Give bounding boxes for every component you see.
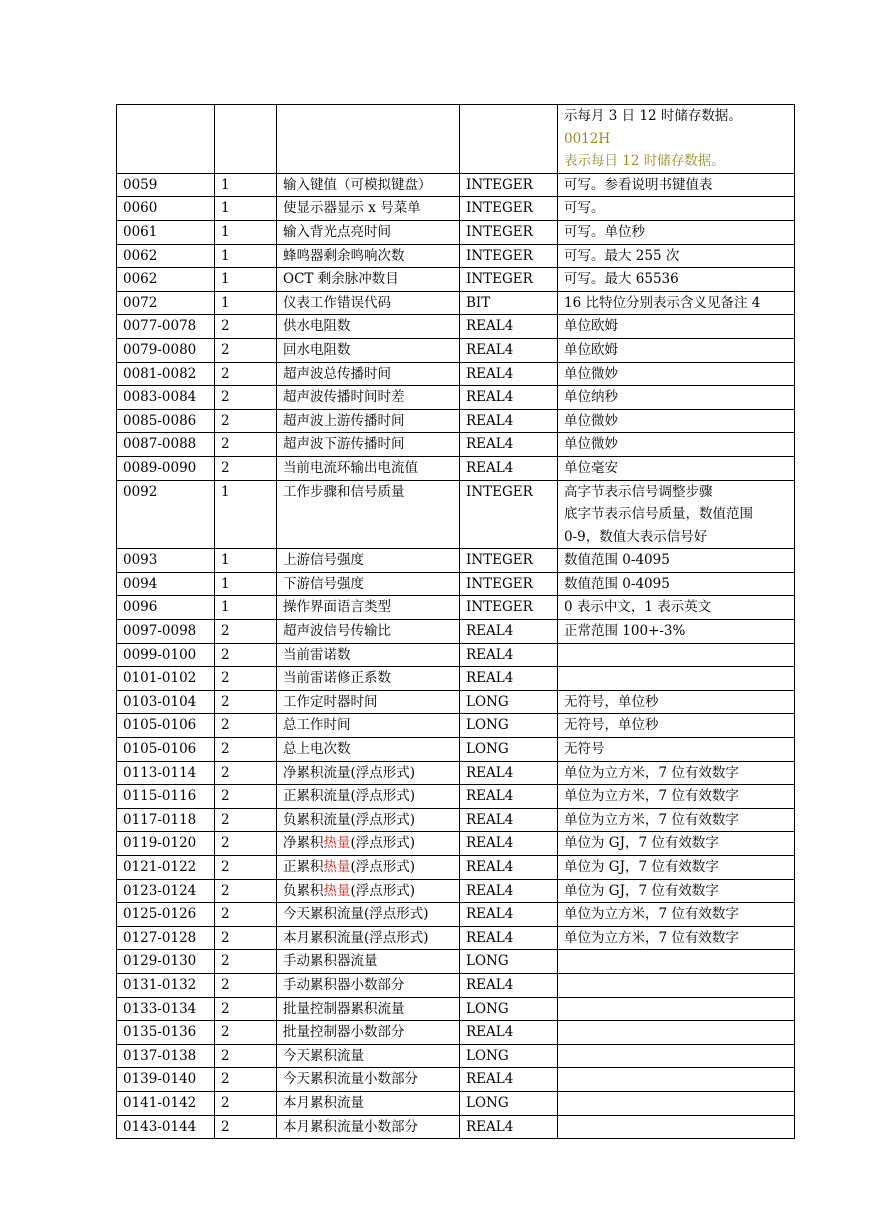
address-cell: 0062 <box>117 244 215 268</box>
count-cell: 2 <box>215 456 277 480</box>
address-cell: 0115-0116 <box>117 785 215 809</box>
description-cell: 单位为 GJ，7 位有效数字 <box>558 879 795 903</box>
name-cell: 批量控制器累积流量 <box>277 997 460 1021</box>
name-cell: 今天累积流量 <box>277 1044 460 1068</box>
address-cell: 0097-0098 <box>117 620 215 644</box>
address-cell: 0085-0086 <box>117 409 215 433</box>
count-cell: 2 <box>215 690 277 714</box>
description-cell <box>558 1115 795 1139</box>
description-cell: 可写。参看说明书键值表 <box>558 173 795 197</box>
type-cell: REAL4 <box>460 338 558 362</box>
description-cell: 单位微妙 <box>558 362 795 386</box>
table-row <box>117 714 795 738</box>
table-row <box>117 1044 795 1068</box>
table-row <box>117 808 795 832</box>
name-cell <box>277 856 460 880</box>
count-cell: 1 <box>215 244 277 268</box>
table-row <box>117 620 795 644</box>
type-cell: INTEGER <box>460 572 558 596</box>
description-text: 示每月 3 日 12 时储存数据。 <box>564 108 742 124</box>
address-cell: 0081-0082 <box>117 362 215 386</box>
name-text: (浮点形式) <box>350 882 416 899</box>
address-cell: 0094 <box>117 572 215 596</box>
description-cell <box>558 1068 795 1092</box>
description-cell <box>558 1044 795 1068</box>
count-cell: 1 <box>215 480 277 549</box>
description-cell <box>558 950 795 974</box>
type-cell: REAL4 <box>460 362 558 386</box>
table-row <box>117 1021 795 1045</box>
address-cell: 0133-0134 <box>117 997 215 1021</box>
description-cell: 单位微妙 <box>558 409 795 433</box>
name-cell: 本月累积流量 <box>277 1091 460 1115</box>
count-cell: 2 <box>215 879 277 903</box>
name-highlight: 热量 <box>323 859 351 875</box>
count-cell: 2 <box>215 950 277 974</box>
name-cell: 操作界面语言类型 <box>277 596 460 620</box>
description-cell: 无符号 <box>558 738 795 762</box>
name-highlight: 热量 <box>323 882 351 899</box>
table-row <box>117 456 795 480</box>
description-cell: 单位为 GJ，7 位有效数字 <box>558 856 795 880</box>
type-cell: LONG <box>460 1091 558 1115</box>
description-cell <box>558 480 795 549</box>
count-cell: 2 <box>215 714 277 738</box>
table-row <box>117 480 795 549</box>
description-cell: 单位为 GJ，7 位有效数字 <box>558 832 795 856</box>
name-text: 正累积 <box>283 859 324 875</box>
name-cell: 本月累积流量小数部分 <box>277 1115 460 1139</box>
type-cell: REAL4 <box>460 903 558 927</box>
table-row <box>117 173 795 197</box>
description-cell <box>558 1091 795 1115</box>
count-cell: 2 <box>215 903 277 927</box>
name-cell: 供水电阻数 <box>277 315 460 339</box>
table-row <box>117 220 795 244</box>
table-row <box>117 596 795 620</box>
name-cell: 当前雷诺修正系数 <box>277 667 460 691</box>
table-row <box>117 338 795 362</box>
description-cell: 数值范围 0-4095 <box>558 572 795 596</box>
address-cell: 0077-0078 <box>117 315 215 339</box>
address-cell: 0083-0084 <box>117 386 215 410</box>
name-cell: 输入键值（可模拟键盘） <box>277 173 460 197</box>
description-cell: 16 比特位分别表示含义见备注 4 <box>558 291 795 315</box>
count-cell: 1 <box>215 268 277 292</box>
address-cell: 0135-0136 <box>117 1021 215 1045</box>
table-row <box>117 197 795 221</box>
name-cell: 回水电阻数 <box>277 338 460 362</box>
count-cell: 1 <box>215 173 277 197</box>
type-cell: REAL4 <box>460 667 558 691</box>
description-cell: 单位毫安 <box>558 456 795 480</box>
count-cell: 2 <box>215 409 277 433</box>
table-row <box>117 973 795 997</box>
table-row-continuation <box>117 105 795 174</box>
description-cell: 0 表示中文，1 表示英文 <box>558 596 795 620</box>
count-cell: 2 <box>215 1068 277 1092</box>
description-cell: 数值范围 0-4095 <box>558 549 795 573</box>
address-cell: 0123-0124 <box>117 879 215 903</box>
address-cell: 0087-0088 <box>117 433 215 457</box>
type-cell: LONG <box>460 950 558 974</box>
table-row <box>117 549 795 573</box>
description-highlight: 0012H <box>564 130 611 147</box>
type-cell: REAL4 <box>460 926 558 950</box>
count-cell: 1 <box>215 549 277 573</box>
name-cell: 蜂鸣器剩余鸣响次数 <box>277 244 460 268</box>
count-cell: 2 <box>215 433 277 457</box>
type-cell: INTEGER <box>460 268 558 292</box>
table-row <box>117 643 795 667</box>
address-cell: 0141-0142 <box>117 1091 215 1115</box>
name-cell: 工作步骤和信号质量 <box>277 480 460 549</box>
type-cell: REAL4 <box>460 456 558 480</box>
description-cell: 单位欧姆 <box>558 315 795 339</box>
description-cell: 单位为立方米，7 位有效数字 <box>558 785 795 809</box>
count-cell: 2 <box>215 832 277 856</box>
count-cell: 2 <box>215 785 277 809</box>
type-cell: LONG <box>460 997 558 1021</box>
description-line: 高字节表示信号调整步骤 <box>564 483 713 500</box>
name-cell: 今天累积流量小数部分 <box>277 1068 460 1092</box>
address-cell: 0137-0138 <box>117 1044 215 1068</box>
address-cell: 0062 <box>117 268 215 292</box>
type-cell: INTEGER <box>460 596 558 620</box>
address-cell: 0089-0090 <box>117 456 215 480</box>
table-row <box>117 997 795 1021</box>
address-cell: 0119-0120 <box>117 832 215 856</box>
type-cell: REAL4 <box>460 1115 558 1139</box>
description-cell: 无符号，单位秒 <box>558 690 795 714</box>
count-cell: 1 <box>215 220 277 244</box>
name-cell: 总工作时间 <box>277 714 460 738</box>
name-cell: 手动累积器小数部分 <box>277 973 460 997</box>
type-cell: REAL4 <box>460 643 558 667</box>
count-cell: 2 <box>215 1044 277 1068</box>
description-cell: 无符号，单位秒 <box>558 714 795 738</box>
type-cell: REAL4 <box>460 1068 558 1092</box>
description-highlight-line: 表示每日 12 时储存数据。 <box>564 153 725 170</box>
address-cell: 0113-0114 <box>117 761 215 785</box>
address-cell: 0060 <box>117 197 215 221</box>
description-cell: 单位欧姆 <box>558 338 795 362</box>
type-cell: LONG <box>460 1044 558 1068</box>
type-cell: REAL4 <box>460 856 558 880</box>
count-cell: 2 <box>215 1091 277 1115</box>
count-cell: 2 <box>215 362 277 386</box>
name-cell <box>277 832 460 856</box>
type-cell: INTEGER <box>460 244 558 268</box>
name-text: (浮点形式) <box>350 835 416 852</box>
count-cell: 1 <box>215 291 277 315</box>
name-text: 净累积 <box>283 835 324 852</box>
description-cell: 单位为立方米，7 位有效数字 <box>558 903 795 927</box>
address-cell: 0092 <box>117 480 215 549</box>
count-cell: 2 <box>215 1115 277 1139</box>
count-cell: 1 <box>215 596 277 620</box>
type-cell: BIT <box>460 291 558 315</box>
address-cell: 0072 <box>117 291 215 315</box>
description-cell <box>558 997 795 1021</box>
type-cell: INTEGER <box>460 549 558 573</box>
table-row <box>117 315 795 339</box>
name-cell: 手动累积器流量 <box>277 950 460 974</box>
type-cell: REAL4 <box>460 620 558 644</box>
name-cell: 超声波传播时间时差 <box>277 386 460 410</box>
table-row <box>117 268 795 292</box>
table-row <box>117 1091 795 1115</box>
address-cell: 0061 <box>117 220 215 244</box>
table-row <box>117 433 795 457</box>
address-cell: 0099-0100 <box>117 643 215 667</box>
description-cell: 单位纳秒 <box>558 386 795 410</box>
type-cell: REAL4 <box>460 879 558 903</box>
table-row <box>117 667 795 691</box>
address-cell: 0121-0122 <box>117 856 215 880</box>
description-cell: 可写。最大 65536 <box>558 268 795 292</box>
address-cell: 0096 <box>117 596 215 620</box>
count-cell: 2 <box>215 338 277 362</box>
type-cell: INTEGER <box>460 173 558 197</box>
address-cell: 0059 <box>117 173 215 197</box>
name-cell: 总上电次数 <box>277 738 460 762</box>
table-row <box>117 950 795 974</box>
table-row <box>117 244 795 268</box>
type-cell: INTEGER <box>460 197 558 221</box>
description-cell: 可写。最大 255 次 <box>558 244 795 268</box>
name-highlight: 热量 <box>323 835 351 852</box>
address-cell: 0131-0132 <box>117 973 215 997</box>
count-cell: 2 <box>215 620 277 644</box>
address-cell: 0117-0118 <box>117 808 215 832</box>
table-row <box>117 926 795 950</box>
address-cell: 0101-0102 <box>117 667 215 691</box>
count-cell: 2 <box>215 1021 277 1045</box>
address-cell: 0105-0106 <box>117 738 215 762</box>
table-row <box>117 291 795 315</box>
type-cell: REAL4 <box>460 1021 558 1045</box>
description-cell <box>558 105 795 174</box>
address-cell: 0093 <box>117 549 215 573</box>
table-row <box>117 738 795 762</box>
name-cell: 仪表工作错误代码 <box>277 291 460 315</box>
description-cell <box>558 667 795 691</box>
description-cell: 单位为立方米，7 位有效数字 <box>558 761 795 785</box>
name-cell: 今天累积流量(浮点形式) <box>277 903 460 927</box>
address-cell: 0139-0140 <box>117 1068 215 1092</box>
count-cell: 1 <box>215 197 277 221</box>
description-cell: 单位为立方米，7 位有效数字 <box>558 808 795 832</box>
name-cell: 当前电流环输出电流值 <box>277 456 460 480</box>
count-cell <box>215 105 277 174</box>
address-cell: 0079-0080 <box>117 338 215 362</box>
address-cell: 0125-0126 <box>117 903 215 927</box>
name-cell: 净累积流量(浮点形式) <box>277 761 460 785</box>
name-cell: 下游信号强度 <box>277 572 460 596</box>
name-cell: 超声波下游传播时间 <box>277 433 460 457</box>
register-table <box>116 104 795 1139</box>
table-row <box>117 1068 795 1092</box>
address-cell: 0129-0130 <box>117 950 215 974</box>
table-row <box>117 832 795 856</box>
description-cell: 可写。 <box>558 197 795 221</box>
count-cell: 2 <box>215 738 277 762</box>
table-row <box>117 761 795 785</box>
description-cell <box>558 973 795 997</box>
table-row <box>117 572 795 596</box>
table-row <box>117 386 795 410</box>
count-cell: 2 <box>215 808 277 832</box>
name-cell: 当前雷诺数 <box>277 643 460 667</box>
type-cell: REAL4 <box>460 315 558 339</box>
description-line: 底字节表示信号质量，数值范围 <box>564 506 753 523</box>
name-cell: 输入背光点亮时间 <box>277 220 460 244</box>
type-cell: LONG <box>460 738 558 762</box>
count-cell: 2 <box>215 973 277 997</box>
count-cell: 2 <box>215 926 277 950</box>
description-cell: 单位微妙 <box>558 433 795 457</box>
address-cell: 0103-0104 <box>117 690 215 714</box>
name-cell <box>277 105 460 174</box>
type-cell: REAL4 <box>460 832 558 856</box>
table-row <box>117 785 795 809</box>
name-cell <box>277 879 460 903</box>
name-cell: 本月累积流量(浮点形式) <box>277 926 460 950</box>
type-cell: LONG <box>460 714 558 738</box>
name-cell: 负累积流量(浮点形式) <box>277 808 460 832</box>
count-cell: 2 <box>215 643 277 667</box>
description-cell: 单位为立方米，7 位有效数字 <box>558 926 795 950</box>
description-cell: 正常范围 100+-3% <box>558 620 795 644</box>
name-cell: 上游信号强度 <box>277 549 460 573</box>
type-cell: REAL4 <box>460 761 558 785</box>
name-cell: 工作定时器时间 <box>277 690 460 714</box>
address-cell <box>117 105 215 174</box>
description-cell <box>558 643 795 667</box>
table-row <box>117 1115 795 1139</box>
description-cell: 可写。单位秒 <box>558 220 795 244</box>
count-cell: 2 <box>215 667 277 691</box>
name-cell: 批量控制器小数部分 <box>277 1021 460 1045</box>
address-cell: 0105-0106 <box>117 714 215 738</box>
address-cell: 0143-0144 <box>117 1115 215 1139</box>
name-cell: 超声波总传播时间 <box>277 362 460 386</box>
name-cell: 超声波信号传输比 <box>277 620 460 644</box>
table-row <box>117 903 795 927</box>
count-cell: 2 <box>215 315 277 339</box>
type-cell <box>460 105 558 174</box>
count-cell: 2 <box>215 761 277 785</box>
address-cell: 0127-0128 <box>117 926 215 950</box>
name-text: (浮点形式) <box>350 859 416 875</box>
type-cell: LONG <box>460 690 558 714</box>
type-cell: REAL4 <box>460 409 558 433</box>
register-table-body <box>117 105 795 1139</box>
table-row <box>117 856 795 880</box>
name-text: 负累积 <box>283 882 324 899</box>
name-cell: 正累积流量(浮点形式) <box>277 785 460 809</box>
type-cell: REAL4 <box>460 433 558 457</box>
type-cell: REAL4 <box>460 386 558 410</box>
count-cell: 1 <box>215 572 277 596</box>
table-row <box>117 690 795 714</box>
name-cell: OCT 剩余脉冲数目 <box>277 268 460 292</box>
type-cell: INTEGER <box>460 220 558 244</box>
count-cell: 2 <box>215 997 277 1021</box>
type-cell: INTEGER <box>460 480 558 549</box>
table-row <box>117 362 795 386</box>
description-cell <box>558 1021 795 1045</box>
type-cell: REAL4 <box>460 785 558 809</box>
count-cell: 2 <box>215 386 277 410</box>
description-line <box>564 105 788 150</box>
name-cell: 超声波上游传播时间 <box>277 409 460 433</box>
type-cell: REAL4 <box>460 973 558 997</box>
description-line: 0-9，数值大表示信号好 <box>564 528 708 545</box>
name-cell: 使显示器显示 x 号菜单 <box>277 197 460 221</box>
count-cell: 2 <box>215 856 277 880</box>
table-row <box>117 879 795 903</box>
type-cell: REAL4 <box>460 808 558 832</box>
table-row <box>117 409 795 433</box>
